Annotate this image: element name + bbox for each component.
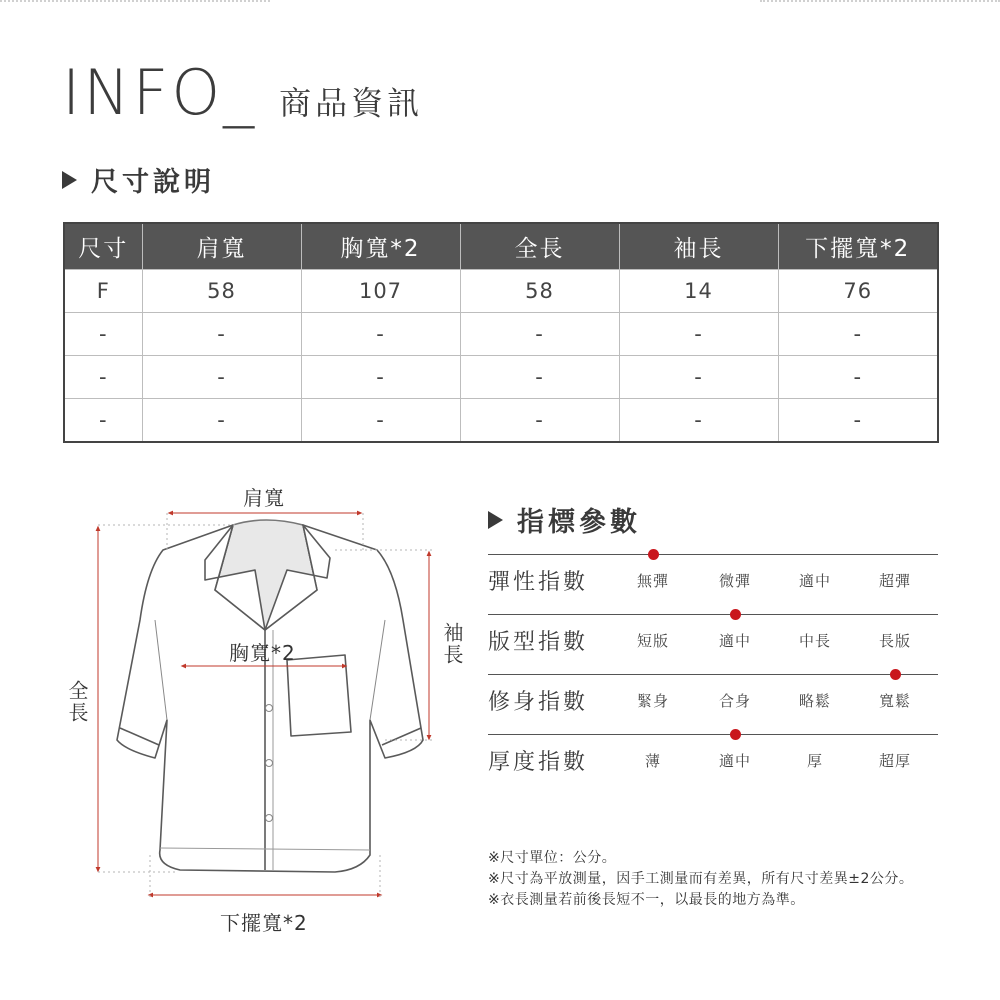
index-line bbox=[488, 554, 938, 555]
size-table-header: 全長 bbox=[460, 223, 619, 270]
table-cell: 58 bbox=[460, 270, 619, 313]
index-option: 適中 bbox=[718, 632, 752, 650]
total-length-label: 全長 bbox=[65, 680, 89, 724]
table-cell: - bbox=[301, 356, 460, 399]
table-cell: 58 bbox=[142, 270, 301, 313]
size-table-header: 尺寸 bbox=[64, 223, 142, 270]
size-table-header: 下擺寬*2 bbox=[778, 223, 938, 270]
index-option: 厚 bbox=[806, 752, 824, 770]
header-subtitle: 商品資訊 bbox=[279, 84, 424, 122]
table-cell: 76 bbox=[778, 270, 938, 313]
index-option: 合身 bbox=[718, 692, 752, 710]
table-cell: - bbox=[64, 399, 142, 443]
index-option: 適中 bbox=[798, 572, 832, 590]
index-option: 短版 bbox=[636, 632, 670, 650]
triangle-bullet-icon bbox=[62, 171, 77, 189]
index-option: 中長 bbox=[798, 632, 832, 650]
table-cell: 107 bbox=[301, 270, 460, 313]
size-table-header: 袖長 bbox=[619, 223, 778, 270]
triangle-bullet-icon bbox=[488, 511, 503, 529]
index-option: 超厚 bbox=[878, 752, 912, 770]
table-cell: - bbox=[778, 313, 938, 356]
index-option: 寬鬆 bbox=[878, 692, 912, 710]
sleeve-length-label: 袖長 bbox=[440, 622, 464, 666]
index-row bbox=[488, 665, 938, 725]
size-table bbox=[63, 222, 939, 443]
note-line: ※尺寸為平放測量，因手工測量而有差異，所有尺寸差異±2公分。 bbox=[488, 871, 914, 887]
index-section-title bbox=[488, 500, 641, 539]
index-line bbox=[488, 674, 938, 675]
table-cell: - bbox=[778, 356, 938, 399]
index-row-label: 彈性指數 bbox=[488, 570, 589, 595]
size-section-label: 尺寸說明 bbox=[91, 167, 215, 198]
index-option: 長版 bbox=[878, 632, 912, 650]
table-cell: - bbox=[301, 313, 460, 356]
index-option: 微彈 bbox=[718, 572, 752, 590]
index-line bbox=[488, 734, 938, 735]
table-row bbox=[64, 399, 938, 443]
table-cell: - bbox=[460, 313, 619, 356]
index-option: 緊身 bbox=[636, 692, 670, 710]
index-option: 無彈 bbox=[636, 572, 670, 590]
garment-diagram bbox=[55, 470, 475, 940]
index-row-label: 修身指數 bbox=[488, 690, 589, 715]
header-title: INFO_ bbox=[62, 56, 258, 129]
index-parameters bbox=[488, 545, 938, 785]
note-line: ※衣長測量若前後長短不一，以最長的地方為準。 bbox=[488, 892, 805, 908]
index-line bbox=[488, 614, 938, 615]
size-table-header: 胸寬*2 bbox=[301, 223, 460, 270]
index-section-label: 指標參數 bbox=[517, 507, 641, 538]
index-row bbox=[488, 545, 938, 605]
table-cell: - bbox=[64, 356, 142, 399]
size-notes bbox=[488, 848, 913, 911]
page-header bbox=[62, 56, 424, 129]
index-marker-dot bbox=[730, 609, 741, 620]
index-marker-dot bbox=[890, 669, 901, 680]
top-dotted-line-left bbox=[0, 0, 270, 5]
table-cell: - bbox=[142, 356, 301, 399]
table-cell: - bbox=[460, 356, 619, 399]
table-row bbox=[64, 356, 938, 399]
table-cell: F bbox=[64, 270, 142, 313]
index-marker-dot bbox=[648, 549, 659, 560]
index-option: 超彈 bbox=[878, 572, 912, 590]
table-cell: 14 bbox=[619, 270, 778, 313]
shirt-illustration bbox=[55, 470, 475, 940]
shoulder-width-label: 肩寬 bbox=[243, 486, 285, 510]
table-cell: - bbox=[619, 356, 778, 399]
index-option: 薄 bbox=[644, 752, 662, 770]
index-row-label: 厚度指數 bbox=[488, 750, 589, 775]
table-cell: - bbox=[142, 399, 301, 443]
top-dotted-line-right bbox=[760, 0, 1000, 5]
index-marker-dot bbox=[730, 729, 741, 740]
table-row bbox=[64, 313, 938, 356]
table-row bbox=[64, 270, 938, 313]
table-cell: - bbox=[619, 399, 778, 443]
chest-width-label: 胸寬*2 bbox=[229, 641, 296, 665]
index-row bbox=[488, 725, 938, 785]
table-cell: - bbox=[460, 399, 619, 443]
index-option: 略鬆 bbox=[798, 692, 832, 710]
size-table-header-row bbox=[64, 223, 938, 270]
table-cell: - bbox=[619, 313, 778, 356]
index-row bbox=[488, 605, 938, 665]
table-cell: - bbox=[64, 313, 142, 356]
note-line: ※尺寸單位：公分。 bbox=[488, 850, 617, 866]
table-cell: - bbox=[142, 313, 301, 356]
size-table-header: 肩寬 bbox=[142, 223, 301, 270]
table-cell: - bbox=[301, 399, 460, 443]
index-option: 適中 bbox=[718, 752, 752, 770]
size-section-title bbox=[62, 160, 215, 199]
hem-width-label: 下擺寬*2 bbox=[220, 911, 308, 935]
table-cell: - bbox=[778, 399, 938, 443]
index-row-label: 版型指數 bbox=[488, 630, 589, 655]
